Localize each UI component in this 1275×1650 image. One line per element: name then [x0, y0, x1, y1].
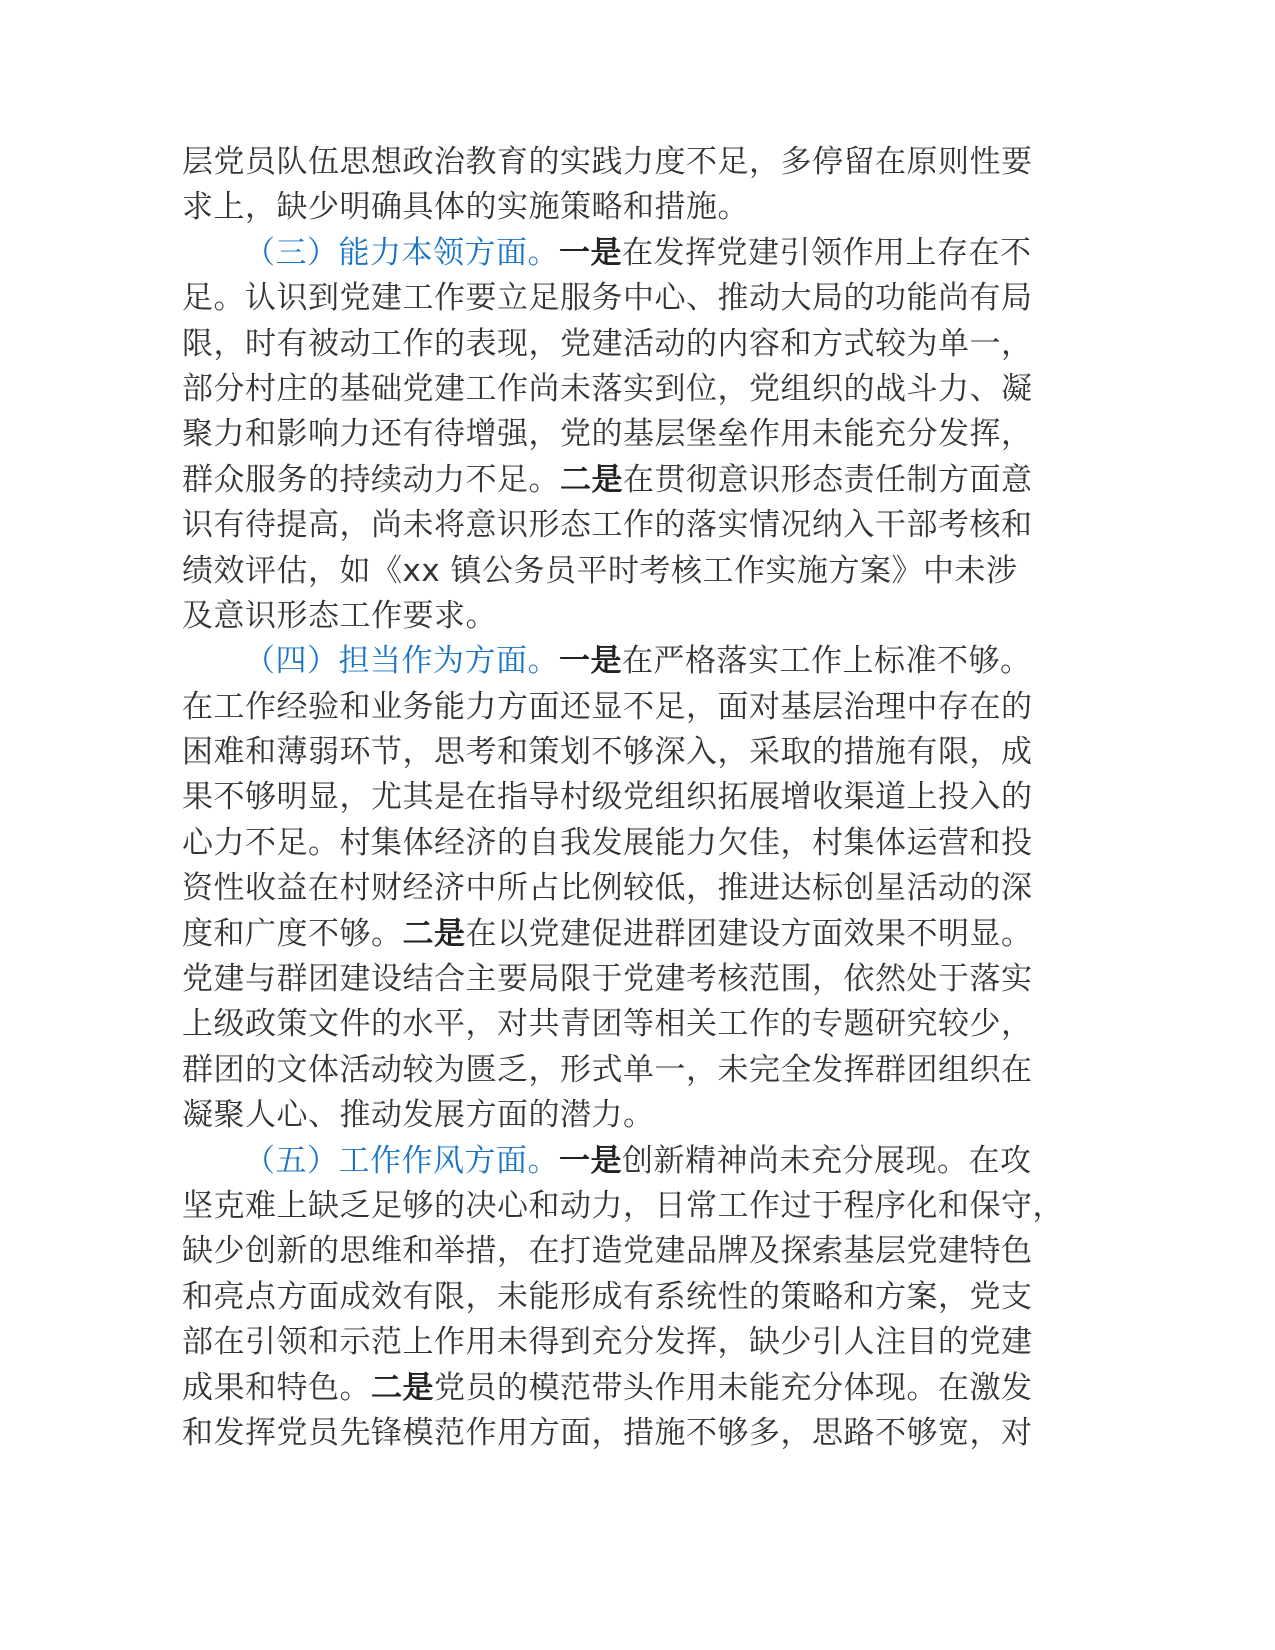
line-text: 心力不足。村集体经济的自我发展能力欠佳，村集体运营和投 [182, 824, 1033, 861]
point-marker: 二是 [560, 461, 623, 498]
text-line [182, 1093, 1062, 1138]
line-text: 创新精神尚未充分展现。在攻 [622, 1142, 1032, 1179]
text-line [182, 549, 1062, 594]
text-line [182, 1411, 1062, 1456]
line-text: 限，时有被动工作的表现，党建活动的内容和方式较为单一， [182, 325, 1033, 362]
line-text: 部分村庄的基础党建工作尚未落实到位，党组织的战斗力、凝 [182, 370, 1033, 407]
text-line [182, 685, 1062, 730]
line-text: 党建与群团建设结合主要局限于党建考核范围，依然处于落实 [182, 961, 1033, 998]
line-text-lead: 成果和特色。 [182, 1369, 371, 1406]
text-line [182, 594, 1062, 639]
point-marker: 二是 [402, 915, 466, 952]
line-text: 及意识形态工作要求。 [182, 597, 497, 634]
line-text: 缺少创新的思维和举措，在打造党建品牌及探索基层党建特色 [182, 1233, 1033, 1270]
text-line [182, 1002, 1062, 1047]
section-heading-line [182, 639, 1062, 684]
line-text: 绩效评估，如《xx 镇公务员平时考核工作实施方案》中未涉 [182, 552, 1018, 589]
line-text: 上级政策文件的水平，对共青团等相关工作的专题研究较少， [182, 1006, 1033, 1043]
section-heading: （四）担当作为方面。 [244, 643, 559, 680]
text-line [182, 866, 1062, 911]
text-line [182, 912, 1062, 957]
point-marker: 二是 [371, 1369, 434, 1406]
line-text: 识有待提高，尚未将意识形态工作的落实情况纳入干部考核和 [182, 507, 1033, 544]
text-line [182, 957, 1062, 1002]
line-text: 党员的模范带头作用未能充分体现。在激发 [434, 1369, 1033, 1406]
text-line [182, 775, 1062, 820]
line-text: 足。认识到党建工作要立足服务中心、推动大局的功能尚有局 [182, 280, 1033, 317]
text-line [182, 1320, 1062, 1365]
point-marker: 一是 [559, 643, 622, 680]
text-line [182, 1366, 1062, 1411]
text-line [182, 730, 1062, 775]
text-line [182, 1048, 1062, 1093]
line-text: 在工作经验和业务能力方面还显不足，面对基层治理中存在的 [182, 688, 1033, 725]
line-text-lead: 度和广度不够。 [182, 915, 403, 952]
line-text: 在严格落实工作上标准不够。 [622, 643, 1032, 680]
text-line [182, 821, 1062, 866]
section-heading: （三）能力本领方面。 [244, 234, 559, 271]
text-line [182, 458, 1062, 503]
text-line [182, 276, 1062, 321]
line-text: 部在引领和示范上作用未得到充分发挥，缺少引人注目的党建 [182, 1324, 1033, 1361]
line-text: 凝聚人心、推动发展方面的潜力。 [182, 1097, 655, 1134]
line-text: 层党员队伍思想政治教育的实践力度不足，多停留在原则性要 [182, 144, 1033, 180]
text-line [182, 185, 1062, 230]
line-text: 聚力和影响力还有待增强，党的基层堡垒作用未能充分发挥， [182, 416, 1033, 453]
line-text: 困难和薄弱环节，思考和策划不够深入，采取的措施有限，成 [182, 734, 1033, 771]
line-text: 和发挥党员先锋模范作用方面，措施不够多，思路不够宽，对 [182, 1414, 1033, 1451]
text-line [182, 503, 1062, 548]
section-heading: （五）工作作风方面。 [244, 1142, 559, 1179]
line-text: 在发挥党建引领作用上存在不 [622, 234, 1032, 271]
document-body [182, 140, 1062, 1456]
point-marker: 一是 [559, 234, 622, 271]
text-line [182, 322, 1062, 367]
text-line [182, 1275, 1062, 1320]
line-text: 在贯彻意识形态责任制方面意 [623, 461, 1033, 498]
line-text: 坚克难上缺乏足够的决心和动力，日常工作过于程序化和保守， [182, 1187, 1064, 1224]
text-line [182, 1184, 1062, 1229]
text-line [182, 367, 1062, 412]
line-text: 资性收益在村财经济中所占比例较低，推进达标创星活动的深 [182, 870, 1033, 907]
text-line [182, 1229, 1062, 1274]
line-text: 果不够明显，尤其是在指导村级党组织拓展增收渠道上投入的 [182, 779, 1033, 816]
point-marker: 一是 [559, 1142, 622, 1179]
line-text: 求上，缺少明确具体的实施策略和措施。 [182, 189, 749, 226]
section-heading-line [182, 231, 1062, 276]
line-text-lead: 群众服务的持续动力不足。 [182, 461, 560, 498]
line-text: 群团的文体活动较为匮乏，形式单一，未完全发挥群团组织在 [182, 1051, 1033, 1088]
line-text: 在以党建促进群团建设方面效果不明显。 [465, 915, 1033, 952]
text-line [182, 140, 1062, 185]
text-line [182, 412, 1062, 457]
line-text: 和亮点方面成效有限，未能形成有系统性的策略和方案，党支 [182, 1278, 1033, 1315]
section-heading-line [182, 1139, 1062, 1184]
